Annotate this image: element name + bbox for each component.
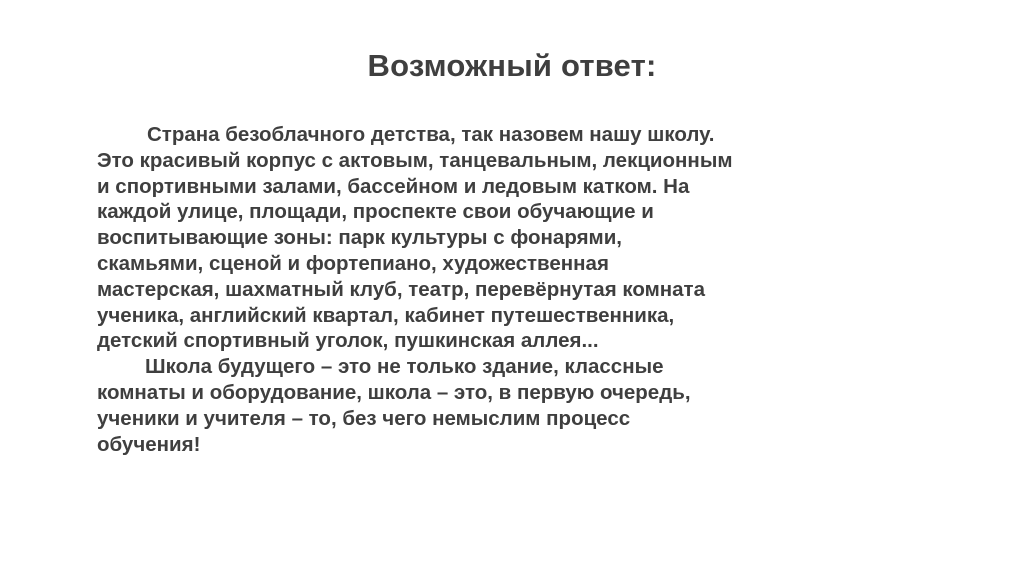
text-line: мастерская, шахматный клуб, театр, перевёрнутая комната: [97, 277, 705, 301]
text-line: ученики и учителя – то, без чего немыслим процесс: [97, 406, 631, 430]
text-line: комнаты и оборудование, школа – это, в первую очередь,: [97, 380, 691, 404]
text-line: детский спортивный уголок, пушкинская аллея...: [97, 329, 599, 353]
text-line: каждой улице, площади, проспекте свои обучающие и: [97, 200, 654, 224]
text-line: воспитывающие зоны: парк культуры с фонарями,: [97, 226, 622, 250]
text-line: ученика, английский квартал, кабинет путешественника,: [97, 303, 675, 327]
answer-text: [97, 122, 817, 457]
text-line: Это красивый корпус с актовым, танцевальным, лекционным: [97, 148, 733, 172]
text-line: и спортивными залами, бассейном и ледовым катком. На: [97, 174, 690, 198]
text-line: Страна безоблачного детства, так назовем нашу школу.: [147, 123, 715, 146]
text-line: скамьями, сценой и фортепиано, художественная: [97, 251, 609, 275]
text-line: Школа будущего – это не только здание, классные: [145, 355, 664, 379]
text-line: обучения!: [97, 432, 201, 456]
slide-title: Возможный ответ:: [367, 48, 657, 83]
